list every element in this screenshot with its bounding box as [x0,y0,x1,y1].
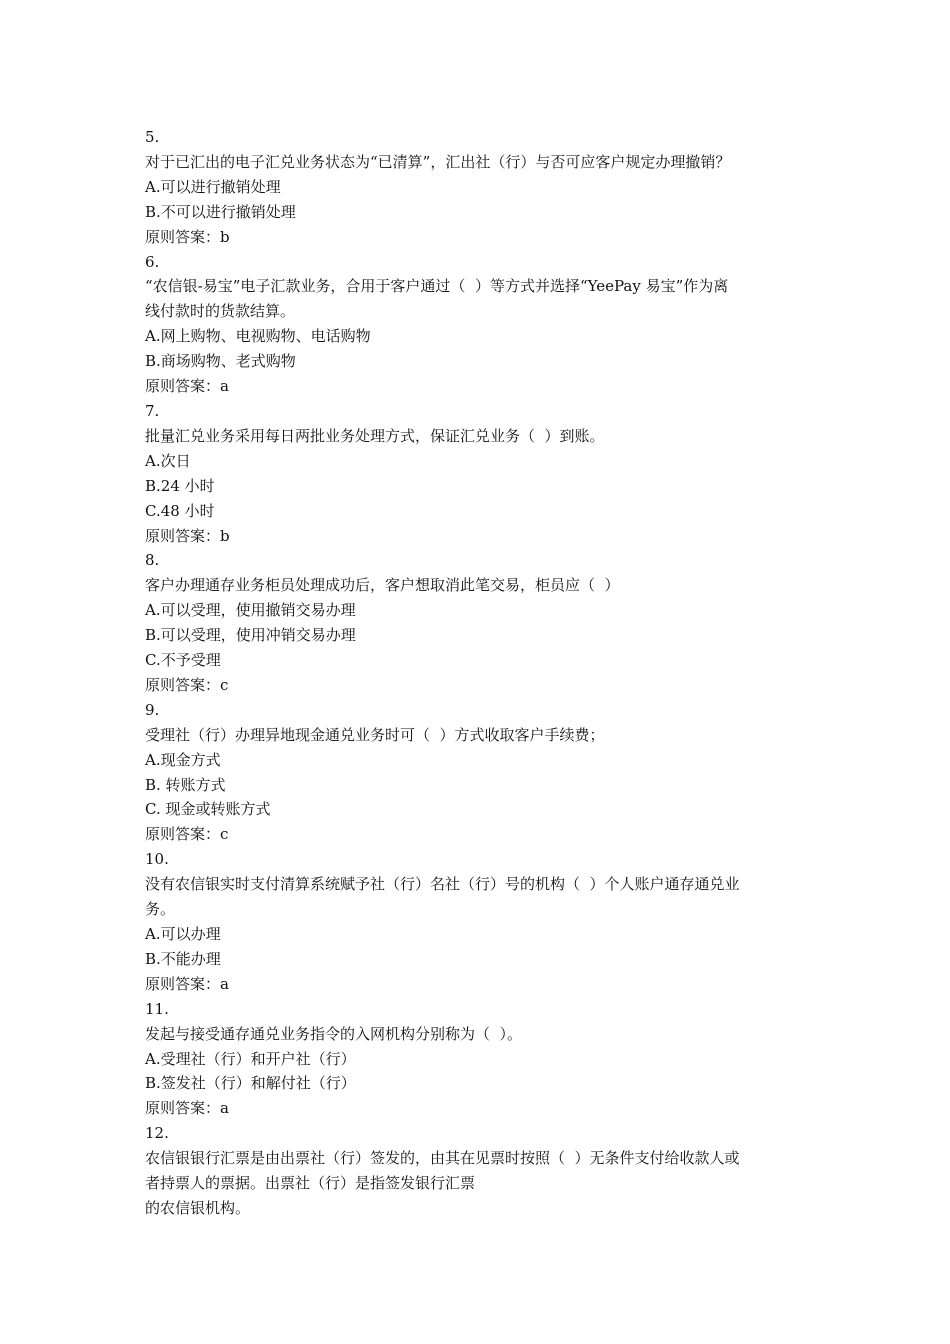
question-text-continued: 者持票人的票据。出票社（行）是指签发银行汇票 [145,1174,476,1193]
question-text-continued: 的农信银机构。 [145,1198,251,1217]
question-text: 对于已汇出的电子汇兑业务状态为“已清算”，汇出社（行）与否可应客户规定办理撤销？ [145,152,731,171]
question-text-continued: 务。 [145,900,176,919]
option-a: A.可以进行撤销处理 [145,177,281,196]
option-c: C.不予受理 [145,651,221,670]
question-text: 客户办理通存业务柜员处理成功后，客户想取消此笔交易，柜员应（ ） [145,576,620,595]
answer: 原则答案：a [145,1099,229,1118]
option-b: B.24 小时 [145,476,215,495]
answer: 原则答案：b [145,526,230,545]
question-number: 5. [145,128,160,146]
question-text-continued: 线付款时的货款结算。 [145,302,296,321]
question-text: 发起与接受通存通兑业务指令的入网机构分别称为（ ）。 [145,1024,523,1043]
option-b: B. 转账方式 [145,775,226,794]
question-text: 没有农信银实时支付清算系统赋予社（行）名社（行）号的机构（ ）个人账户通存通兑业 [145,875,740,894]
question-number: 10. [145,850,169,869]
option-b: B.签发社（行）和解付社（行） [145,1074,356,1093]
option-a: A.可以受理，使用撤销交易办理 [145,601,356,620]
question-text: “农信银-易宝”电子汇款业务，合用于客户通过（ ）等方式并选择“YeePay 易宝”作为离 [145,277,729,296]
option-b: B.商场购物、老式购物 [145,352,296,371]
answer: 原则答案：c [145,675,229,694]
question-number: 12. [145,1124,169,1143]
question-number: 6. [145,252,160,271]
option-a: A.网上购物、电视购物、电话购物 [145,327,371,346]
option-c: C.48 小时 [145,501,215,520]
option-b: B.不能办理 [145,949,221,968]
option-c: C. 现金或转账方式 [145,800,271,819]
option-a: A.可以办理 [145,925,221,943]
option-b: B.不可以进行撤销处理 [145,202,296,221]
option-b: B.可以受理，使用冲销交易办理 [145,626,356,645]
answer: 原则答案：a [145,377,229,396]
option-a: A.受理社（行）和开户社（行） [145,1049,356,1068]
question-text: 农信银银行汇票是由出票社（行）签发的，由其在见票时按照（ ）无条件支付给收款人或 [145,1149,740,1168]
question-number: 11. [145,999,169,1018]
option-a: A.次日 [145,451,191,470]
answer: 原则答案：c [145,825,229,844]
answer: 原则答案：b [145,227,230,246]
question-number: 8. [145,551,160,570]
question-number: 7. [145,401,160,420]
option-a: A.现金方式 [145,750,221,769]
question-number: 9. [145,700,160,719]
answer: 原则答案：a [145,974,229,993]
question-text: 受理社（行）办理异地现金通兑业务时可（ ）方式收取客户手续费； [145,725,605,744]
document-page [145,125,810,1221]
question-text: 批量汇兑业务采用每日两批业务处理方式，保证汇兑业务（ ）到账。 [145,426,605,445]
